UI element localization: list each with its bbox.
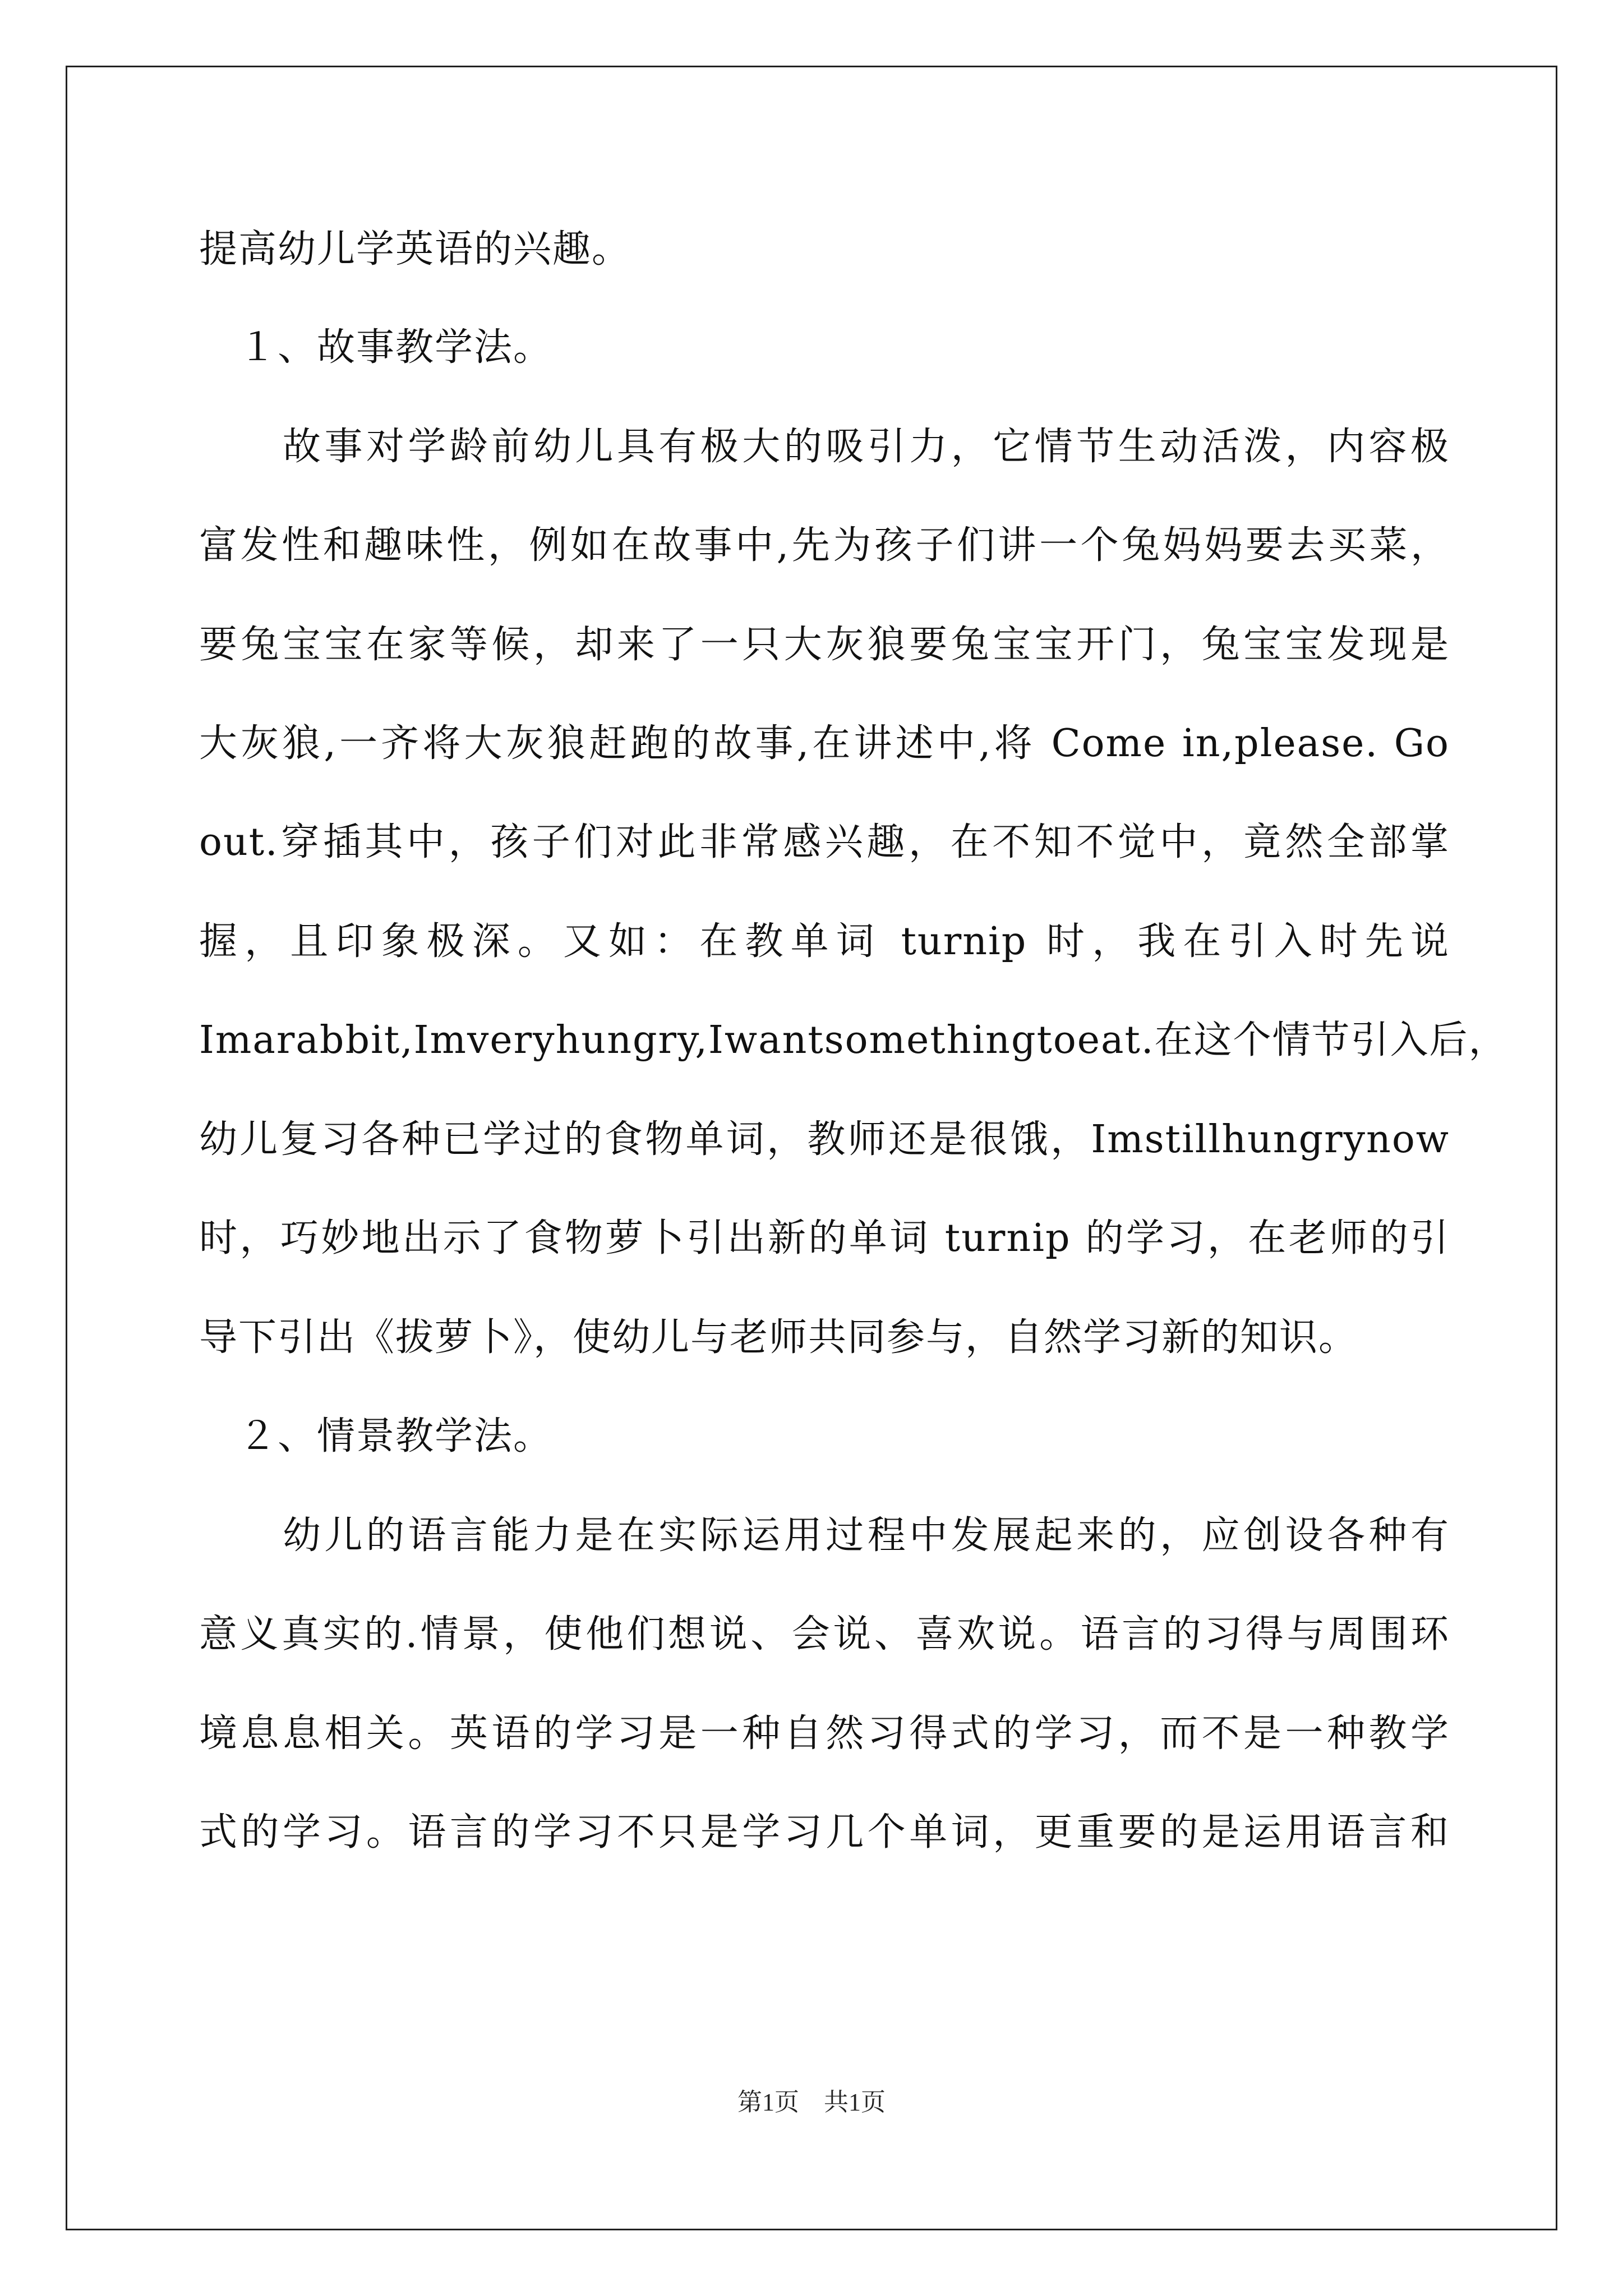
text-line: 意义真实的.情景，使他们想说、会说、喜欢说。语言的习得与周围环 bbox=[199, 1612, 1450, 1657]
text-line: 幼儿复习各种已学过的食物单词，教师还是很饿，Imstillhungrynow bbox=[199, 1117, 1450, 1162]
text-line: 富发性和趣味性，例如在故事中,先为孩子们讲一个兔妈妈要去买菜， bbox=[199, 523, 1450, 568]
text-line: 幼儿的语言能力是在实际运用过程中发展起来的，应创设各种有 bbox=[199, 1513, 1450, 1558]
text-line: 提高幼儿学英语的兴趣。 bbox=[199, 227, 631, 272]
text-line: 时，巧妙地出示了食物萝卜引出新的单词 turnip 的学习，在老师的引 bbox=[199, 1216, 1450, 1260]
text-line: 大灰狼,一齐将大灰狼赶跑的故事,在讲述中,将 Come in,please. Go bbox=[199, 721, 1450, 766]
text-line: 境息息相关。英语的学习是一种自然习得式的学习，而不是一种教学 bbox=[199, 1711, 1450, 1756]
text-line: out.穿插其中，孩子们对此非常感兴趣，在不知不觉中，竟然全部掌 bbox=[199, 820, 1450, 864]
section-heading-story-method: １、故事教学法。 bbox=[199, 325, 553, 370]
text-line: 式的学习。语言的学习不只是学习几个单词，更重要的是运用语言和 bbox=[199, 1810, 1450, 1855]
page-number-footer: 第1页 共1页 bbox=[737, 2088, 886, 2116]
text-line: 故事对学龄前幼儿具有极大的吸引力，它情节生动活泼，内容极 bbox=[199, 425, 1450, 469]
text-line: Imarabbit,Imveryhungry,Iwantsomethingtoeat.在这个情节引入后， bbox=[199, 1018, 1508, 1062]
section-heading-scenario-method: ２、情景教学法。 bbox=[199, 1414, 553, 1458]
text-line: 要兔宝宝在家等候，却来了一只大灰狼要兔宝宝开门，兔宝宝发现是 bbox=[199, 623, 1450, 667]
text-line: 导下引出《拔萝卜》，使幼儿与老师共同参与，自然学习新的知识。 bbox=[199, 1315, 1358, 1360]
text-line: 握，且印象极深。又如：在教单词 turnip 时，我在引入时先说 bbox=[199, 919, 1450, 964]
